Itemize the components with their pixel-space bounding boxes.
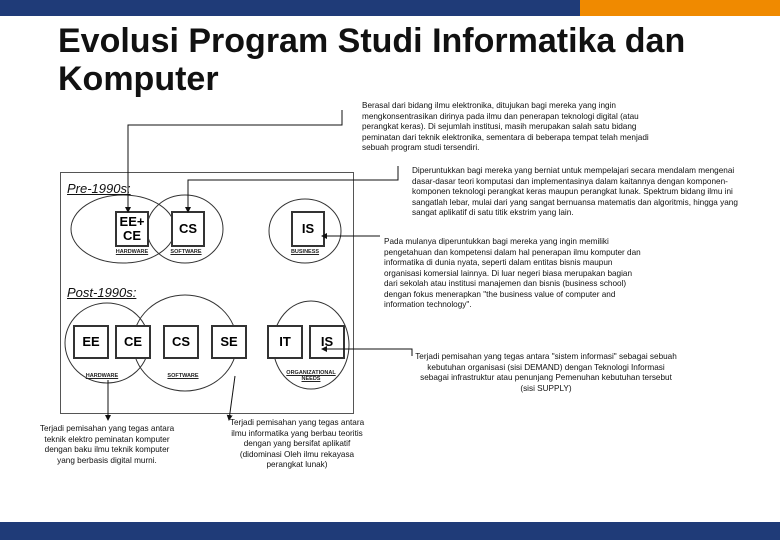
line-note4-to-org [322, 349, 412, 356]
box-se: SE [211, 325, 247, 359]
box-ee-ce: EE+ CE [115, 211, 149, 247]
post-org-label-line1: ORGANIZATIONAL [286, 370, 336, 376]
box-it: IT [267, 325, 303, 359]
note-information-systems: Pada mulanya diperuntukkan bagi mereka yang ingin memiliki pengetahuan dan kompetensi dalam hal penerapan ilmu komputer dan informatika di dunia nyata, seperti dalam entitas bisnis maupun organisasi komersial lainnya. Di luar negeri biasa merupakan bagian dari sekolah atau institusi manajemen dan bisnis (business school) dengan fokus menerapkan "the business value of computer and information technology". [384, 237, 641, 309]
note-ee-ce-split: Terjadi pemisahan yang tegas antara teknik elektro peminatan komputer dengan baku ilmu teknik komputer yang berbasis digital murni. [39, 424, 175, 465]
line-note6-to-software [229, 376, 235, 420]
line-note2-to-cs [188, 166, 398, 212]
post-hardware-label: HARDWARE [85, 373, 119, 379]
note-computer-engineering: Berasal dari bidang ilmu elektronika, ditujukan bagi mereka yang ingin mengkonsentrasikan dirinya pada ilmu dan penerapan teknologi digital (atau perangkat keras). Di sejumlah institusi, masih merupakan salah satu bidang peminatan dari teknik elektronika, sementara di beberapa tempat telah menjadi sebuah program studi tersendiri. [362, 101, 649, 152]
box-is-pre: IS [291, 211, 325, 247]
pre-hardware-label: HARDWARE [115, 249, 149, 255]
box-is-post: IS [309, 325, 345, 359]
post-software-label: SOFTWARE [167, 373, 199, 379]
note-computer-science: Diperuntukkan bagi mereka yang berniat untuk mempelajari secara mendalam mengenai dasar-dasar teori komputasi dan implementasinya dalam kaitannya dengan komponen-komponen teknologi perangkat keras maupun perangkat lunak. Spektrum bidang ilmu ini sangatlah lebar, mulai dari yang sangat bernuansa matematis dan algoritmis, hingga yang sangat aplikatif di satu titik ekstrim yang lain. [412, 166, 738, 217]
pre-1990s-label: Pre-1990s: [67, 181, 131, 196]
note-is-it-split: Terjadi pemisahan yang tegas antara "sistem informasi" sebagai sebuah kebutuhan organisasi (sisi DEMAND) dengan Teknologi Informasi sebagai infrastruktur atau penunjang Pemenuhan kebutuhan tersebut (sisi SUPPLY) [415, 352, 677, 393]
title-line-2: Komputer [58, 60, 219, 98]
title-line-1: Evolusi Program Studi Informatika dan [58, 22, 686, 60]
note-cs-se-split: Terjadi pemisahan yang tegas antara ilmu informatika yang berbau teoritis dengan yang bersifat aplikatif (didominasi Oleh ilmu rekayasa perangkat lunak) [229, 418, 365, 469]
box-cs-post: CS [163, 325, 199, 359]
post-org-label-line2: NEEDS [301, 376, 321, 382]
bottom-accent-bar [0, 522, 780, 540]
post-1990s-label: Post-1990s: [67, 285, 137, 300]
pre-software-label: SOFTWARE [170, 249, 202, 255]
box-ce: CE [115, 325, 151, 359]
line-note1-to-eece [128, 110, 342, 212]
box-ee: EE [73, 325, 109, 359]
pre-business-label: BUSINESS [290, 249, 320, 255]
box-cs-pre: CS [171, 211, 205, 247]
